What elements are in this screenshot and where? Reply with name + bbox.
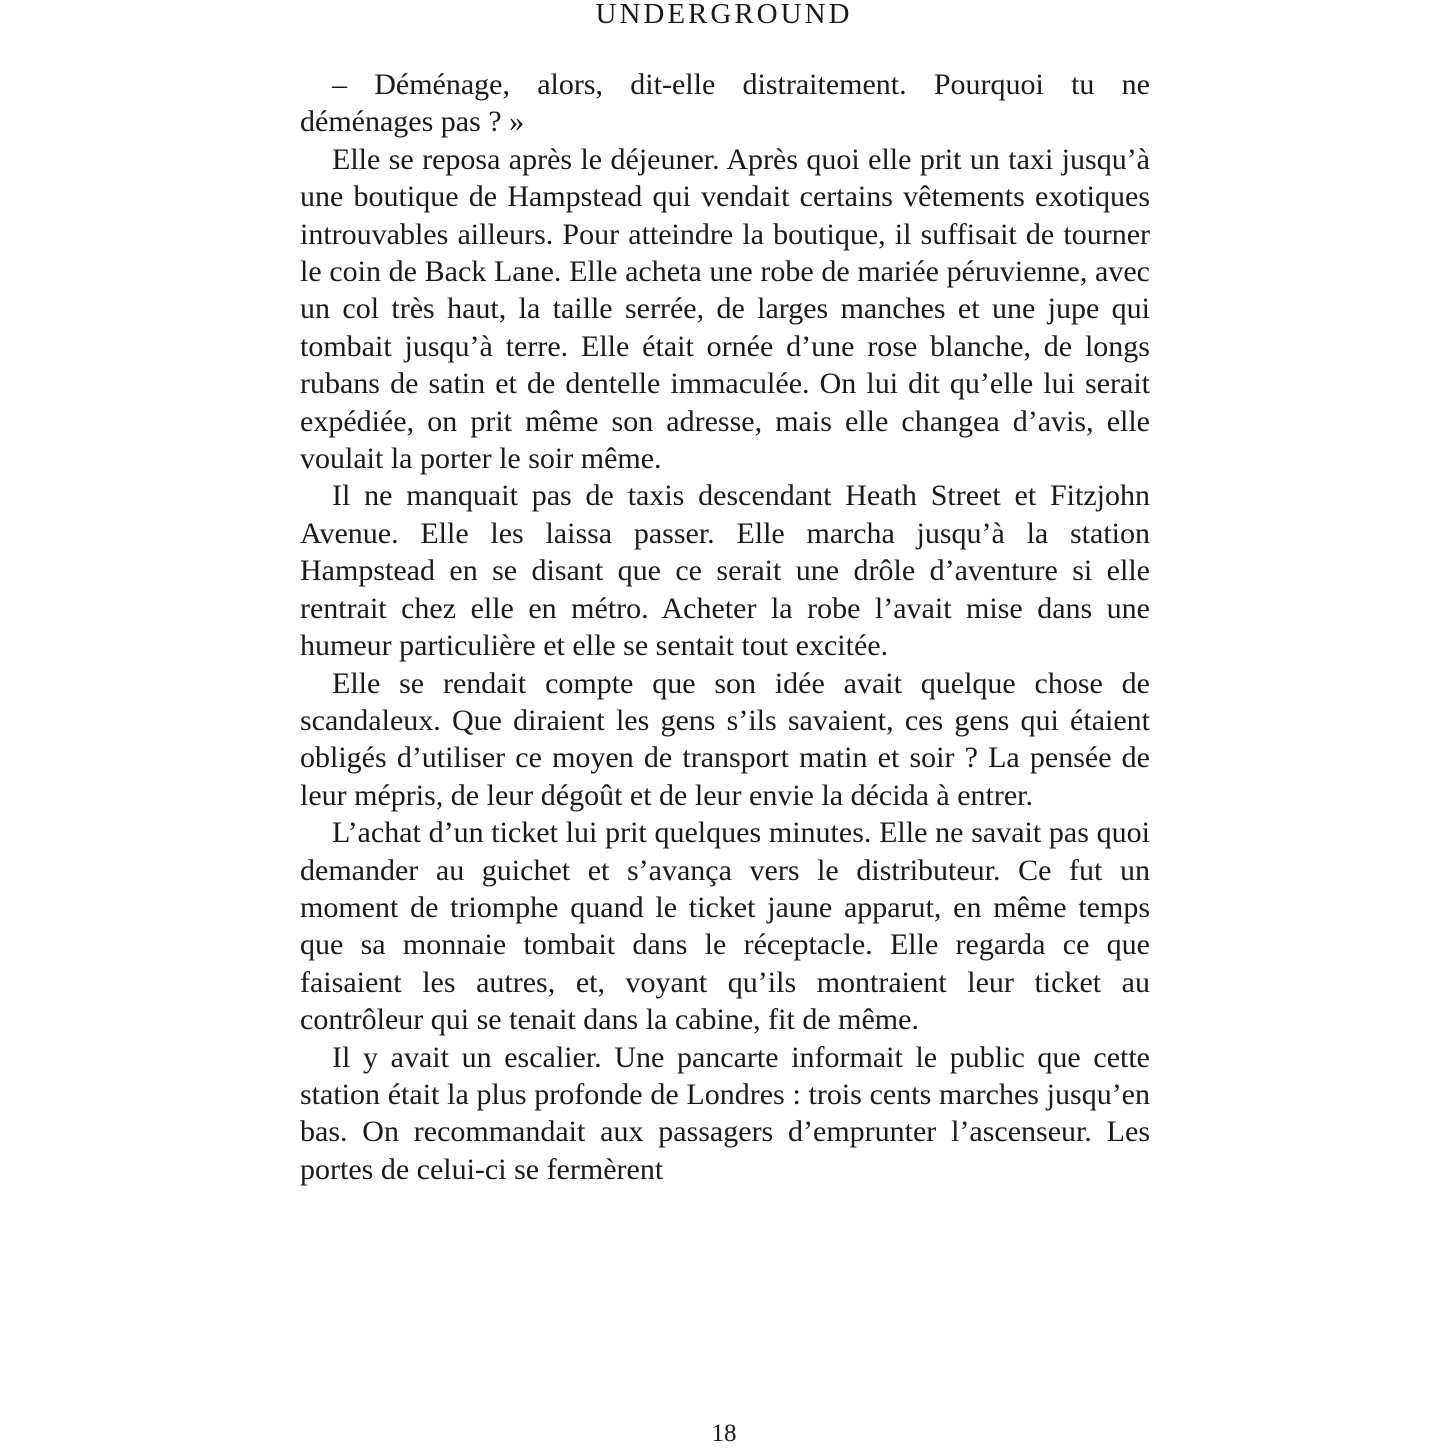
paragraph-1: – Déménage, alors, dit-elle distraitement. Pourquoi tu ne déménages pas ? » <box>300 68 1150 139</box>
paragraph-2: Elle se reposa après le déjeuner. Après quoi elle prit un taxi jusqu’à une boutique de Hampstead qui vendait certains vêtements exotiques introuvables ailleurs. Pour atteindre la boutique, il suffisait de tourner le coin de Back Lane. Elle acheta une robe de mariée péruvienne, avec un col très haut, la taille serrée, de larges manches et une jupe qui tombait jusqu’à terre. Elle était ornée d’une rose blanche, de longs rubans de satin et de dentelle immaculée. On lui dit qu’elle lui serait expédiée, on prit même son adresse, mais elle changea d’avis, elle voulait la porter le soir même. <box>300 142 1150 476</box>
paragraph-6: Il y avait un escalier. Une pancarte informait le public que cette station était la plus profonde de Londres : trois cents marches jusqu’en bas. On recommandait aux passagers d’emprunter l’ascenseur. Les portes de celui-ci se fermèrent <box>300 1040 1150 1186</box>
paragraph-3: Il ne manquait pas de taxis descendant Heath Street et Fitzjohn Avenue. Elle les laissa passer. Elle marcha jusqu’à la station Hampstead en se disant que ce serait une drôle d’aventure si elle rentrait chez elle en métro. Acheter la robe l’avait mise dans une humeur particulière et elle se sentait tout excitée. <box>300 479 1150 663</box>
body-text <box>300 66 1150 1188</box>
paragraph-4: Elle se rendait compte que son idée avait quelque chose de scandaleux. Que diraient les gens s’ils savaient, ces gens qui étaient obligés d’utiliser ce moyen de transport matin et soir ? La pensée de leur mépris, de leur dégoût et de leur envie la décida à entrer. <box>300 666 1150 812</box>
page-number: 18 <box>711 1420 737 1447</box>
running-head: UNDERGROUND <box>595 0 853 30</box>
paragraph-5: L’achat d’un ticket lui prit quelques minutes. Elle ne savait pas quoi demander au guichet et s’avança vers le distributeur. Ce fut un moment de triomphe quand le ticket jaune apparut, en même temps que sa monnaie tombait dans le réceptacle. Elle regarda ce que faisaient les autres, et, voyant qu’ils montraient leur ticket au contrôleur qui se tenait dans la cabine, fit de même. <box>300 816 1150 1037</box>
